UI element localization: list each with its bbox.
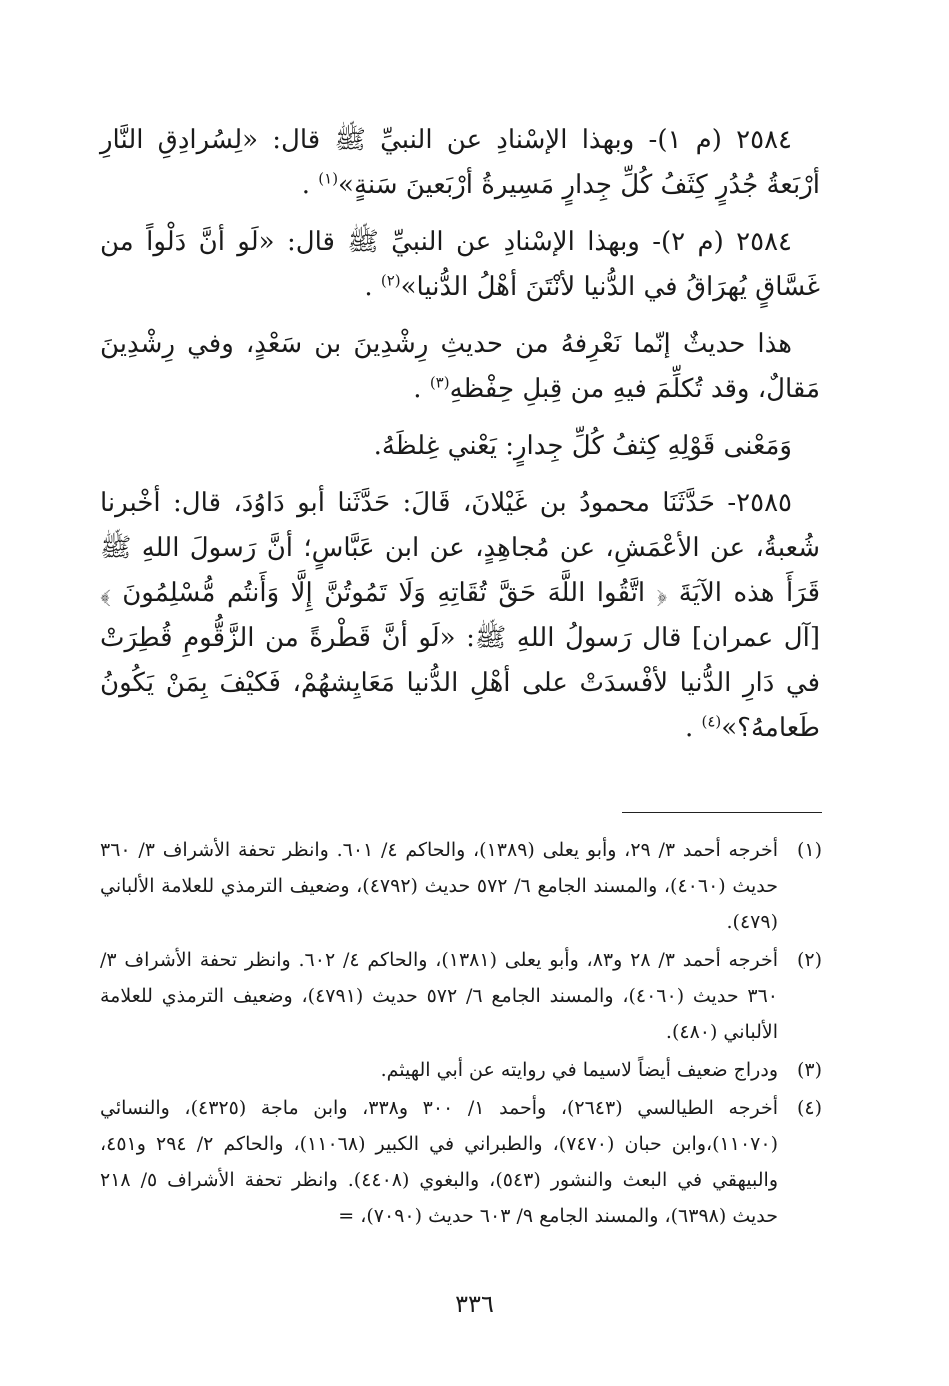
- footnote-text: ودراج ضعيف أيضاً لاسيما في روايته عن أبي الهيثم.: [380, 1059, 778, 1081]
- commentary-text: هذا حديثٌ إنّما نَعْرِفهُ من حديثِ رِشْدِينَ بن سَعْدٍ، وفي رِشْدِينَ مَقالٌ، وقد تُكلِّمَ فيهِ من قِبلِ حِفْظهِ: [100, 329, 820, 404]
- hadith-2584-m1: [100, 118, 820, 208]
- footnote-text: أخرجه أحمد ٣/ ٢٩، وأبو يعلى (١٣٨٩)، والحاكم ٤/ ٦٠١. وانظر تحفة الأشراف ٣/ ٣٦٠ حديث (٤٠٦٠)، والمسند الجامع ٦/ ٥٧٢ حديث (٤٧٩٢)، وضعيف الترمذي للعلامة الألباني (٤٧٩).: [100, 839, 778, 933]
- hadith-text: ٢٥٨٤ (م ٢)- وبهذا الإسْنادِ عن النبيِّ ﷺ قال: «لَو أنَّ دَلْواً من غَسَّاقٍ يُهرَاقُ في الدُّنيا لأنْتَنَ أهْلُ الدُّنيا»: [100, 227, 820, 302]
- footnote-1: [100, 832, 822, 940]
- hadith-end: .: [684, 713, 702, 743]
- hadith-text: ٢٥٨٥- حَدَّثَنَا محمودُ بن غَيْلانَ، قَالَ: حَدَّثَنا أبو دَاوُدَ، قال: أخْبرنا شُعبةُ، عن الأعْمَشِ، عن مُجاهِدٍ، عن ابن عَبَّاسٍ؛ أنَّ رَسولَ اللهِ ﷺ قَرَأَ هذه الآيَةَ ﴿ اتَّقُوا اللَّهَ حَقَّ تُقَاتِهِ وَلَا تَمُوتُنَّ إِلَّا وَأَنتُم مُّسْلِمُونَ ﴾ [آل عمران] قال رَسولُ اللهِ ﷺ: «لَو أنَّ قَطْرةً من الزَّقُّومِ قُطِرَتْ في دَارِ الدُّنيا لأفْسدَتْ على أهْلِ الدُّنيا مَعَايِشهُمْ، فَكيْفَ بِمَنْ يَكُونُ طَعامهُ؟»: [100, 488, 820, 743]
- commentary-end: .: [413, 374, 430, 404]
- hadith-end: .: [364, 272, 381, 302]
- footnote-ref: (١): [318, 169, 339, 188]
- meaning-paragraph: [100, 424, 820, 469]
- footnote-ref: (٢): [380, 271, 401, 290]
- commentary-paragraph: [100, 322, 820, 412]
- footnote-2: [100, 942, 822, 1050]
- footnote-text: أخرجه الطيالسي (٢٦٤٣)، وأحمد ١/ ٣٠٠ و٣٣٨، وابن ماجة (٤٣٢٥)، والنسائي (١١٠٧٠)،وابن حبان (٧٤٧٠)، والطبراني في الكبير (١١٠٦٨)، والحاكم ٢/ ٢٩٤ و٤٥١، والبيهقي في البعث والنشور (٥٤٣)، والبغوي (٤٤٠٨). وانظر تحفة الأشراف ٥/ ٢١٨ حديث (٦٣٩٨)، والمسند الجامع ٩/ ٦٠٣ حديث (٧٠٩٠)، =: [100, 1097, 778, 1227]
- page-number: ٣٣٦: [455, 1290, 494, 1318]
- footnote-4: [100, 1090, 822, 1234]
- hadith-2585: [100, 481, 820, 751]
- footnotes: [100, 832, 822, 1236]
- hadith-end: .: [301, 170, 319, 200]
- footnote-number: (٢): [796, 949, 822, 971]
- footnote-ref: (٣): [429, 373, 450, 392]
- meaning-text: وَمَعْنى قَوْلِهِ كِثفُ كُلِّ جِدارٍ: يَعْني غِلظَهُ.: [373, 431, 792, 461]
- footnote-3: [100, 1052, 822, 1088]
- footnote-number: (٤): [796, 1097, 822, 1119]
- hadith-2584-m2: [100, 220, 820, 310]
- hadith-text: ٢٥٨٤ (م ١)- وبهذا الإسْنادِ عن النبيِّ ﷺ قال: «لِسُرادِقِ النَّارِ أرْبَعةُ جُدُرٍ كِثَفُ كُلِّ جِدارٍ مَسِيرةُ أرْبَعينَ سَنةٍ»: [100, 125, 820, 200]
- footnote-text: أخرجه أحمد ٣/ ٢٨ و٨٣، وأبو يعلى (١٣٨١)، والحاكم ٤/ ٦٠٢. وانظر تحفة الأشراف ٣/ ٣٦٠ حديث (٤٠٦٠)، والمسند الجامع ٦/ ٥٧٢ حديث (٤٧٩١)، وضعيف الترمذي للعلامة الألباني (٤٨٠).: [100, 949, 778, 1043]
- footnote-ref: (٤): [701, 712, 722, 731]
- main-text: [100, 118, 820, 763]
- footnote-number: (١): [796, 839, 822, 861]
- footnote-number: (٣): [796, 1059, 822, 1081]
- footnote-separator: [622, 812, 822, 813]
